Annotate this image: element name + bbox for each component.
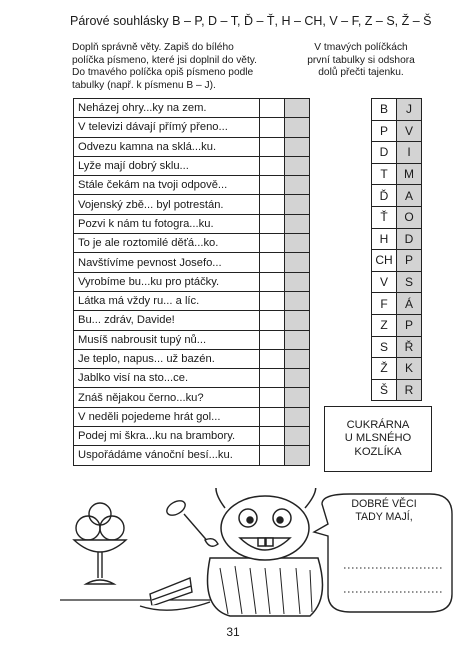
exercise-row <box>74 214 310 233</box>
exercise-row <box>74 118 310 137</box>
white-answer-cell[interactable] <box>260 369 285 388</box>
speech-line: DOBRÉ VĚCI <box>351 498 417 510</box>
exercise-row <box>74 311 310 330</box>
key-code-cell: J <box>397 99 422 121</box>
white-answer-cell[interactable] <box>260 195 285 214</box>
page-title: Párové souhlásky B – P, D – T, Ď – Ť, H – CH, V – F, Z – S, Ž – Š <box>70 14 432 28</box>
white-answer-cell[interactable] <box>260 427 285 446</box>
key-letter-cell: D <box>372 142 397 164</box>
white-answer-cell[interactable] <box>260 349 285 368</box>
white-answer-cell[interactable] <box>260 311 285 330</box>
sentence-cell: Znáš nějakou černo...ku? <box>74 388 260 407</box>
dark-answer-cell[interactable] <box>285 349 310 368</box>
dark-answer-cell[interactable] <box>285 311 310 330</box>
key-code-cell: S <box>397 271 422 293</box>
speech-line: TADY MAJÍ, <box>355 511 413 523</box>
white-answer-cell[interactable] <box>260 291 285 310</box>
key-row <box>372 250 422 272</box>
white-answer-cell[interactable] <box>260 99 285 118</box>
key-letter-cell: T <box>372 163 397 185</box>
exercise-row <box>74 272 310 291</box>
key-row <box>372 271 422 293</box>
sentence-cell: Navštívíme pevnost Josefo... <box>74 253 260 272</box>
key-code-cell: A <box>397 185 422 207</box>
key-row <box>372 228 422 250</box>
sentence-cell: Musíš nabrousit tupý nů... <box>74 330 260 349</box>
answer-line: CUKRÁRNA <box>346 418 410 431</box>
dark-answer-cell[interactable] <box>285 272 310 291</box>
speech-text <box>318 498 450 524</box>
dark-answer-cell[interactable] <box>285 176 310 195</box>
white-answer-cell[interactable] <box>260 388 285 407</box>
white-answer-cell[interactable] <box>260 176 285 195</box>
white-answer-cell[interactable] <box>260 330 285 349</box>
key-row <box>372 336 422 358</box>
dark-answer-cell[interactable] <box>285 118 310 137</box>
dark-answer-cell[interactable] <box>285 446 310 465</box>
page-number: 31 <box>226 625 240 639</box>
key-letter-cell: Š <box>372 379 397 401</box>
dark-answer-cell[interactable] <box>285 214 310 233</box>
instruction-line: tabulky (např. k písmenu B – J). <box>72 79 216 91</box>
instruction-line: V tmavých políčkách <box>314 42 408 53</box>
answer-line: U MLSNÉHO <box>344 432 412 445</box>
dark-answer-cell[interactable] <box>285 407 310 426</box>
sentence-cell: V neděli pojedeme hrát gol... <box>74 407 260 426</box>
sentence-cell: To je ale roztomilé děťá...ko. <box>74 234 260 253</box>
sentence-cell: Bu... zdráv, Davide! <box>74 311 260 330</box>
key-code-cell: P <box>397 250 422 272</box>
key-letter-cell: Ť <box>372 206 397 228</box>
exercise-row <box>74 176 310 195</box>
white-answer-cell[interactable] <box>260 446 285 465</box>
key-row <box>372 120 422 142</box>
dark-answer-cell[interactable] <box>285 99 310 118</box>
key-letter-cell: F <box>372 293 397 315</box>
key-letter-cell: S <box>372 336 397 358</box>
sentence-cell: Jablko visí na sto...ce. <box>74 369 260 388</box>
answer-line: KOZLÍKA <box>354 445 402 458</box>
key-code-cell: Á <box>397 293 422 315</box>
exercise-row <box>74 156 310 175</box>
white-answer-cell[interactable] <box>260 407 285 426</box>
sentence-cell: Odvezu kamna na sklá...ku. <box>74 137 260 156</box>
key-letter-cell: Ž <box>372 358 397 380</box>
key-letter-cell: H <box>372 228 397 250</box>
key-row <box>372 99 422 121</box>
key-code-cell: D <box>397 228 422 250</box>
dark-answer-cell[interactable] <box>285 234 310 253</box>
exercise-row <box>74 349 310 368</box>
key-row <box>372 206 422 228</box>
sentence-cell: Lyže mají dobrý sklu... <box>74 156 260 175</box>
white-answer-cell[interactable] <box>260 272 285 291</box>
dark-answer-cell[interactable] <box>285 330 310 349</box>
sentence-cell: Vojenský zbě... byl potrestán. <box>74 195 260 214</box>
key-code-cell: M <box>397 163 422 185</box>
sentence-cell: Podej mi škra...ku na brambory. <box>74 427 260 446</box>
exercise-row <box>74 407 310 426</box>
dark-answer-cell[interactable] <box>285 253 310 272</box>
exercise-row <box>74 234 310 253</box>
key-code-cell: K <box>397 358 422 380</box>
white-answer-cell[interactable] <box>260 234 285 253</box>
exercise-row <box>74 99 310 118</box>
sentence-cell: V televizi dávají přímý přeno... <box>74 118 260 137</box>
cake-slice <box>140 578 210 610</box>
key-letter-cell: B <box>372 99 397 121</box>
exercise-row <box>74 137 310 156</box>
white-answer-cell[interactable] <box>260 118 285 137</box>
white-answer-cell[interactable] <box>260 156 285 175</box>
exercise-row <box>74 330 310 349</box>
sentence-cell: Látka má vždy ru... a líc. <box>74 291 260 310</box>
exercise-row <box>74 291 310 310</box>
key-code-cell: P <box>397 314 422 336</box>
key-letter-cell: P <box>372 120 397 142</box>
white-answer-cell[interactable] <box>260 214 285 233</box>
key-table <box>371 98 422 401</box>
exercise-row <box>74 388 310 407</box>
key-row <box>372 314 422 336</box>
key-code-cell: I <box>397 142 422 164</box>
key-code-cell: Ř <box>397 336 422 358</box>
key-code-cell: V <box>397 120 422 142</box>
instruction-line: políčka písmeno, které jsi doplnil do věty. <box>72 54 257 66</box>
ice-cream-cup <box>74 503 126 584</box>
instructions-right <box>296 42 426 80</box>
instruction-line: Do tmavého políčka opiš písmeno podle <box>72 67 254 79</box>
dark-answer-cell[interactable] <box>285 291 310 310</box>
dark-answer-cell[interactable] <box>285 156 310 175</box>
dark-answer-cell[interactable] <box>285 388 310 407</box>
sentence-cell: Je teplo, napus... už bazén. <box>74 349 260 368</box>
key-row <box>372 163 422 185</box>
dark-answer-cell[interactable] <box>285 195 310 214</box>
instruction-line: dolů přečti tajenku. <box>318 67 404 79</box>
exercise-row <box>74 369 310 388</box>
exercise-row <box>74 195 310 214</box>
exercise-row <box>74 253 310 272</box>
spoon <box>164 498 218 546</box>
sentence-cell: Neházej ohry...ky na zem. <box>74 99 260 118</box>
key-row <box>372 185 422 207</box>
key-letter-cell: Ď <box>372 185 397 207</box>
exercise-row <box>74 446 310 465</box>
sentence-cell: Pozvi k nám tu fotogra...ku. <box>74 214 260 233</box>
dark-answer-cell[interactable] <box>285 369 310 388</box>
goat-character <box>208 488 323 616</box>
key-row <box>372 358 422 380</box>
sentence-cell: Vyrobíme bu...ku pro ptáčky. <box>74 272 260 291</box>
dark-answer-cell[interactable] <box>285 427 310 446</box>
sentence-cell: Uspořádáme vánoční besí...ku. <box>74 446 260 465</box>
exercise-table <box>73 98 310 466</box>
key-letter-cell: CH <box>372 250 397 272</box>
exercise-row <box>74 427 310 446</box>
key-row <box>372 379 422 401</box>
sentence-cell: Stále čekám na tvoji odpově... <box>74 176 260 195</box>
instruction-line: Doplň správně věty. Zapiš do bílého <box>72 42 234 53</box>
secret-answer-box <box>324 406 432 472</box>
key-code-cell: R <box>397 379 422 401</box>
key-letter-cell: V <box>372 271 397 293</box>
key-letter-cell: Z <box>372 314 397 336</box>
key-row <box>372 293 422 315</box>
white-answer-cell[interactable] <box>260 253 285 272</box>
key-code-cell: O <box>397 206 422 228</box>
key-row <box>372 142 422 164</box>
dark-answer-cell[interactable] <box>285 137 310 156</box>
instructions-left <box>72 42 292 92</box>
instruction-line: první tabulky si odshora <box>307 54 415 66</box>
white-answer-cell[interactable] <box>260 137 285 156</box>
